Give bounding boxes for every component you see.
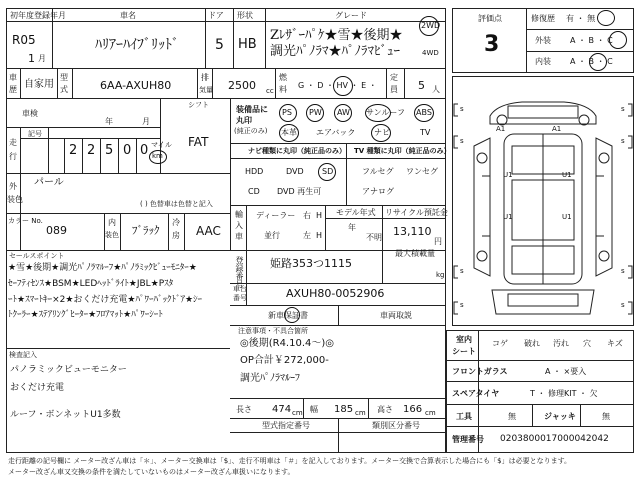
repair-none-circle <box>597 10 615 26</box>
notes-label: 注意事項・不具合箇所 <box>238 327 308 335</box>
recycle-label: リサイクル預託金 <box>385 208 448 217</box>
usage-label-2: 歴 <box>9 85 17 94</box>
jack-value: 無 <box>602 412 610 421</box>
mileage-sign-label: 記号 <box>28 130 42 138</box>
color-no-value: 089 <box>46 224 67 237</box>
interior-label-1: 内 <box>108 218 116 227</box>
mgmt-label: 管理番号 <box>452 435 484 444</box>
sales-point-line-3: ｰﾄ★ｽﾏｰﾄｷｰ×2★おくだけ充電★ﾊﾟﾜｰﾊﾞｯｸﾄﾞｱ★ｼｰ <box>8 295 203 305</box>
displacement-label-1: 排 <box>201 73 209 82</box>
inspector-line-2: おくだけ充電 <box>10 383 65 393</box>
import-left-h: H <box>316 231 323 240</box>
seat-opt-scratch: キズ <box>607 339 623 348</box>
nav-cd: CD <box>248 187 260 196</box>
equip-ps: PS <box>282 108 292 117</box>
import-label-2: 入 <box>235 221 243 230</box>
grade-line-2: 調光ﾊﾟﾉﾗﾏ★ﾊﾟﾉﾗﾏﾋﾞｭｰ <box>270 44 401 59</box>
equip-tv: TV <box>420 128 431 137</box>
model-year-unit: 年 <box>348 223 356 232</box>
tv-fullseg: フルセグ <box>362 167 394 176</box>
fuel-label-2: 料 <box>279 85 287 94</box>
drive-2wd: 2WD <box>421 21 441 30</box>
seat-label-1: 室内 <box>456 335 472 344</box>
exterior-label-1: 外 <box>9 182 17 191</box>
fuel-options: G ・ D ・ HV ・ E ・ <box>298 81 377 90</box>
cc-unit: cc <box>266 87 274 95</box>
fuel-hv-circle <box>333 76 353 96</box>
import-right-h: H <box>316 211 323 220</box>
max-load-kg: kg <box>436 271 445 279</box>
nav-dvd: DVD <box>286 167 304 176</box>
door-count: 5 <box>215 37 224 53</box>
month-unit: 月 <box>38 54 46 63</box>
jack-label: ジャッキ <box>544 412 576 421</box>
displacement-value: 2500 <box>228 79 256 92</box>
spare-tire-label: スペアタイヤ <box>452 389 500 398</box>
width-value: 185 <box>334 404 354 415</box>
damage-mark-u1-3: U1 <box>503 213 513 221</box>
sales-point-label: セールスポイント <box>9 252 65 260</box>
equip-aw: AW <box>337 108 350 117</box>
shape-label: 形状 <box>237 11 253 20</box>
seat-opt-stain: 汚れ <box>553 339 569 348</box>
import-label-3: 車 <box>235 232 243 241</box>
height-value: 166 <box>403 404 423 415</box>
sales-point-line-4: ﾄｸｰﾗｰ★ｽﾃｱﾘﾝｸﾞﾋｰﾀｰ★ﾌﾛｱﾏｯﾄ★ﾊﾟﾜｰｼｰﾄ <box>8 310 163 320</box>
capacity-label-2: 員 <box>390 85 398 94</box>
mileage-label-1: 走 <box>9 138 17 147</box>
ac-value: AAC <box>196 224 221 238</box>
body-shape: HB <box>238 37 257 52</box>
ac-label-1: 冷 <box>172 218 180 227</box>
exterior-grade-label: 外装 <box>535 36 551 45</box>
first-reg-month: 1 <box>28 52 35 65</box>
exterior-grade-options: A ・ B ・ C <box>570 36 613 45</box>
new-car-warranty: 新車保証書 <box>268 311 308 320</box>
import-dealer: ディーラー <box>256 211 296 220</box>
length-cm: cm <box>292 409 303 417</box>
model-year-unknown: 不明 <box>366 233 382 242</box>
first-reg-label: 初年度登録年月 <box>10 11 66 20</box>
damage-mark-a1-right: A1 <box>552 125 562 133</box>
equipment-title-3: (純正のみ) <box>234 127 268 135</box>
tv-oneseg: ワンセグ <box>406 167 438 176</box>
width-cm: cm <box>355 409 366 417</box>
equipment-title-1: 装備品に <box>236 105 268 114</box>
mileage-digit-1: 2 <box>69 143 78 158</box>
notes-line-3: 調光ﾊﾟﾉﾗﾏﾙｰﾌ <box>240 373 300 384</box>
height-cm: cm <box>425 409 436 417</box>
nav-dvd-play: DVD 再生可 <box>277 187 322 196</box>
glass-label: フロントガラス <box>452 367 508 376</box>
category-label: 類別区分番号 <box>372 421 420 430</box>
inspection-label: 車検 <box>22 109 38 118</box>
mileage-unit-mile: マイル <box>151 141 172 149</box>
seat-opt-tear: 破れ <box>524 339 540 348</box>
model-year-label: モデル年式 <box>336 208 376 217</box>
tv-analog: アナログ <box>362 187 394 196</box>
model-label-2: 式 <box>60 85 68 94</box>
import-parallel: 並行 <box>264 231 280 240</box>
notes-line-1: ◎後期(R4.10.4～)◎ <box>240 338 335 349</box>
registration-value: 姫路353つ1115 <box>270 257 352 270</box>
warranty-circle <box>284 307 300 323</box>
registration-label: 登録番号 <box>235 256 244 288</box>
chassis-label-2: 番号 <box>233 294 247 302</box>
seat-opt-burn: コゲ <box>492 339 508 348</box>
equipment-title-2: 丸印 <box>236 116 252 125</box>
nav-title: ナビ種類に丸印（純正品のみ） <box>248 147 346 155</box>
shift-label: シフト <box>188 101 209 109</box>
usage-value: 自家用 <box>24 79 54 90</box>
interior-grade-label: 内装 <box>535 57 551 66</box>
inspection-month: 月 <box>142 117 150 126</box>
repair-label: 修復歴 <box>531 14 555 23</box>
mileage-digit-3: 5 <box>105 143 114 158</box>
mileage-digit-4: 0 <box>123 143 132 158</box>
damage-mark-s-3: s <box>460 137 464 145</box>
equip-navi: ナビ <box>374 128 390 137</box>
seat-label-2: シート <box>452 347 476 356</box>
fuel-label-1: 燃 <box>279 73 287 82</box>
equip-pw: PW <box>309 108 322 117</box>
mileage-label-2: 行 <box>9 152 17 161</box>
equip-sunroof: サンルーフ <box>366 108 405 117</box>
inspection-year: 年 <box>105 117 113 126</box>
damage-mark-u1-1: U1 <box>503 171 513 179</box>
score-value: 3 <box>484 32 500 57</box>
drive-4wd: 4WD <box>422 49 439 57</box>
tools-value: 無 <box>508 412 516 421</box>
capacity-value: 5 <box>418 79 425 92</box>
car-name-label: 車名 <box>120 11 136 20</box>
model-label-1: 型 <box>60 73 68 82</box>
chassis-value: AXUH80-0052906 <box>286 287 385 300</box>
score-label: 評価点 <box>478 14 502 23</box>
damage-mark-u1-4: U1 <box>562 213 572 221</box>
model-value: 6AA-AXUH80 <box>100 79 172 92</box>
max-load-label: 最大積載量 <box>395 249 435 258</box>
damage-mark-s-6: s <box>621 267 625 275</box>
mileage-unit-km: km <box>152 152 163 160</box>
damage-mark-s-1: s <box>460 105 464 113</box>
height-label: 高さ <box>377 405 393 414</box>
model-spec-label: 型式指定番号 <box>262 421 310 430</box>
damage-mark-u1-2: U1 <box>562 171 572 179</box>
equip-abs: ABS <box>416 108 432 117</box>
interior-b-circle <box>589 53 607 71</box>
tools-label: 工具 <box>456 412 472 421</box>
header-label-row <box>6 8 446 22</box>
sales-point-line-2: ｾｰﾌﾃｨｾﾝｽ★BSM★LEDﾍｯﾄﾞﾗｲﾄ★JBL★Pｽﾀ <box>8 279 174 289</box>
inspector-label: 検査記入 <box>9 351 37 359</box>
inspector-line-1: パノラミックビューモニター <box>10 365 127 375</box>
chassis-label-1: 車台 <box>233 285 247 293</box>
exterior-c-circle <box>609 31 627 49</box>
capacity-label-1: 定 <box>390 73 398 82</box>
door-label: ドア <box>208 11 224 20</box>
shift-value: FAT <box>188 135 209 149</box>
spare-tire-options: T ・ 修理KIT ・ 欠 <box>530 389 598 398</box>
notes-line-2: OP合計￥272,000- <box>240 355 329 366</box>
displacement-label-2: 気量 <box>199 86 213 94</box>
interior-value: ﾌﾞﾗｯｸ <box>132 224 160 237</box>
grade-line-1: Zﾚｻﾞｰﾊﾟｹ★雪★後期★ <box>270 28 403 43</box>
footer-line-2: メーター改ざん車又交換の条件を満たしていないものはメーター改ざん車扱いになります。 <box>8 468 295 476</box>
seat-opt-hole: 穴 <box>583 339 591 348</box>
exterior-label-2: 装色 <box>7 195 23 204</box>
width-label: 幅 <box>310 405 318 414</box>
exterior-color: パール <box>34 177 64 188</box>
usage-label-1: 車 <box>9 73 17 82</box>
repair-options: 有 ・ 無 <box>566 14 596 23</box>
mileage-digit-2: 2 <box>87 143 96 158</box>
car-name: ﾊﾘｱｰﾊｲﾌﾞﾘｯﾄﾞ <box>95 37 179 53</box>
import-left: 左 <box>303 231 311 240</box>
import-right: 右 <box>303 211 311 220</box>
damage-mark-a1-left: A1 <box>496 125 506 133</box>
length-value: 474 <box>272 404 292 415</box>
mileage-digit-5: 0 <box>140 143 149 158</box>
length-label: 長さ <box>236 405 252 414</box>
damage-mark-s-4: s <box>621 137 625 145</box>
tv-title: TV 種類に丸印（純正品のみ） <box>354 147 451 155</box>
import-label-1: 輸 <box>235 210 243 219</box>
mgmt-number: 0203800017000042042 <box>500 434 609 444</box>
ac-label-2: 房 <box>172 231 180 240</box>
nav-sd: SD <box>322 167 334 176</box>
damage-mark-s-8: s <box>621 301 625 309</box>
glass-options: A ・ ×要入 <box>545 367 587 376</box>
color-no-label: カラー No. <box>8 217 43 225</box>
footer-line-1: 走行距離の記号欄に メーター改ざん車は「＊」、メーター交換車は「$」、走行不明車は「＃」を記入しております。メーター交換で合算表示した場合にも「$」は必要となります。 <box>8 457 572 465</box>
first-reg-value: R05 <box>12 33 36 47</box>
vehicle-manual: 車両取説 <box>380 311 412 320</box>
equip-leather: 本革 <box>281 128 297 137</box>
interior-grade-options: A ・ B ・ C <box>570 57 613 66</box>
sales-point-line-1: ★雪★後期★調光ﾊﾟﾉﾗﾏﾙｰﾌ★ﾊﾟﾉﾗﾐｯｸﾋﾞｭｰﾓﾆﾀｰ★ <box>8 263 197 273</box>
nav-hdd: HDD <box>245 167 264 176</box>
exterior-note: ( ) 色替車は色替と記入 <box>140 200 213 208</box>
damage-mark-s-7: s <box>460 301 464 309</box>
damage-mark-s-2: s <box>621 105 625 113</box>
grade-label: グレード <box>335 11 367 20</box>
recycle-value: 13,110 <box>393 225 432 238</box>
inspector-line-4: ルーフ・ボンネットU1多数 <box>10 410 121 420</box>
recycle-yen: 円 <box>434 237 442 246</box>
equip-airbag: エアバック <box>316 128 356 137</box>
interior-label-2: 装色 <box>105 231 119 239</box>
capacity-unit: 人 <box>432 85 440 94</box>
car-diagram-svg <box>452 76 634 326</box>
damage-mark-s-5: s <box>460 267 464 275</box>
